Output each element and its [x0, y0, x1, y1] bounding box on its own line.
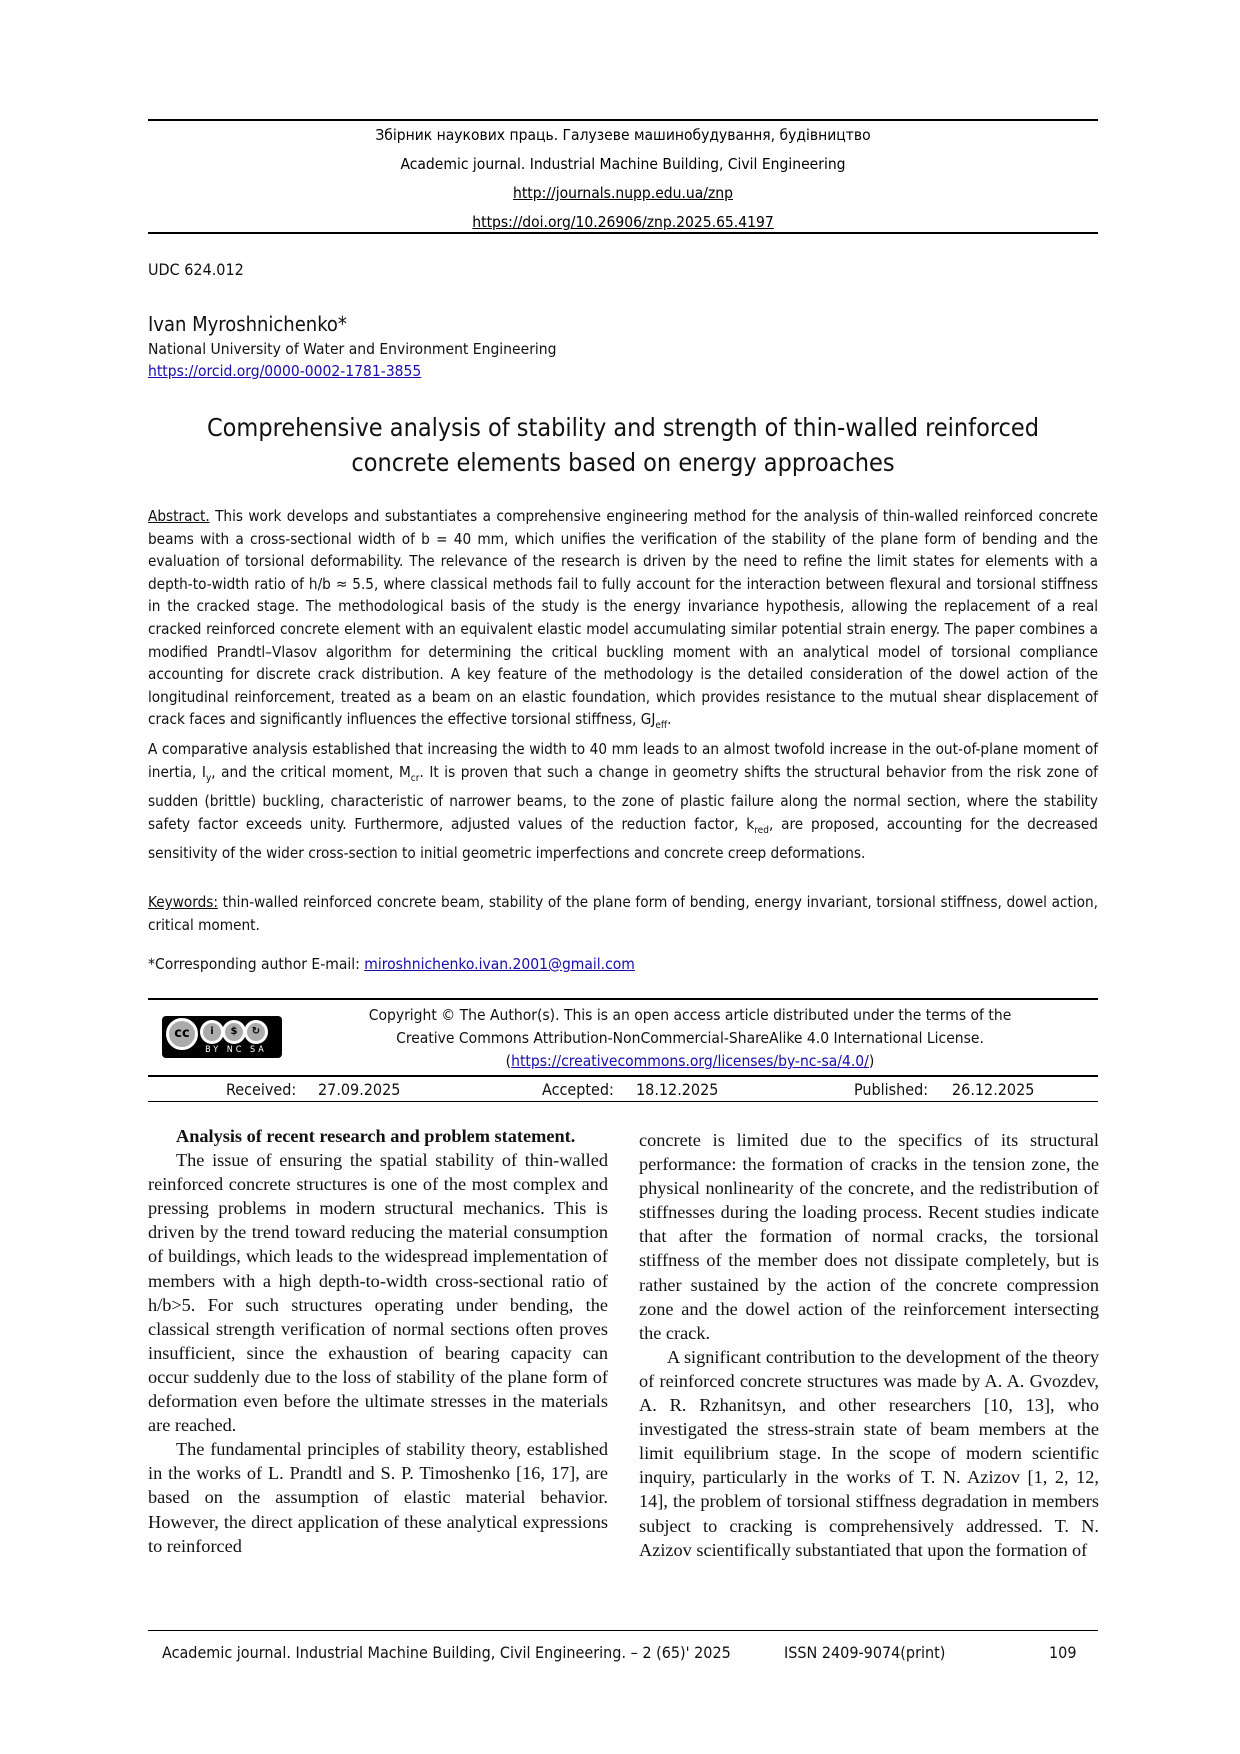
corresponding-label: *Corresponding author E-mail: [148, 955, 365, 973]
dates-top-rule [148, 1075, 1098, 1077]
left-column [148, 1124, 608, 1558]
abstract-text-1: This work develops and substantiates a comprehensive engineering method for the analysis of thin-walled reinforced concrete beams with a cross-sectional width of b = 40 mm, which unifies the verification of the stability of the plane form of bending and the evaluation of torsional deformability. The relevance of the research is driven by the need to refine the limit states for elements with a depth-to-width ratio of h/b ≈ 5.5, where classical methods fail to fully account for the interaction between flexural and torsional stiffness in the cracked stage. The methodological basis of the study is the energy invariance hypothesis, allowing the replacement of a real cracked reinforced concrete element with an equivalent elastic model accumulating similar potential strain energy. The paper combines a modified Prandtl–Vlasov algorithm for determining the critical buckling moment with an analytical model of torsional compliance accounting for discrete crack distribution. A key feature of the methodology is the detailed consideration of the dowel action of the longitudinal reinforcement, treated as a beam on an elastic foundation, which provides resistance to the mutual shear displacement of crack faces and significantly influences the effective torsional stiffness, GJ [148, 507, 1098, 729]
subscript-eff: eff [655, 720, 668, 732]
abstract-label: Abstract. [148, 507, 210, 525]
by-icon: i [200, 1020, 224, 1044]
body-paragraph: The fundamental principles of stability theory, established in the works of L. Prandtl and S. P. Timoshenko [16, 17], are based on the assumption of elastic material behavior. However, the direct application of these analytical expressions to reinforced [148, 1439, 608, 1556]
cc-license-badge[interactable] [162, 1016, 282, 1058]
abstract-text-2d: , are proposed, accounting for the decreased sensitivity of the wider cross-section to initial geometric imperfections and concrete creep deformations. [148, 814, 1098, 863]
header-bottom-rule [148, 232, 1098, 234]
license-paren-close: ) [868, 1052, 875, 1070]
license-line-1: Copyright © The Author(s). This is an open access article distributed under the terms of the [368, 1006, 1012, 1024]
abstract-paragraph-2 [148, 738, 1098, 865]
doi-link[interactable]: https://doi.org/10.26906/znp.2025.65.4197 [472, 213, 774, 231]
footer-journal: Academic journal. Industrial Machine Building, Civil Engineering. – 2 (65)' 2025 [162, 1643, 731, 1662]
dates-bottom-rule [148, 1101, 1098, 1102]
journal-title-en: Academic journal. Industrial Machine Building, Civil Engineering [400, 155, 846, 173]
cc-badge-text: BY NC SA [205, 1045, 267, 1055]
orcid-link[interactable]: https://orcid.org/0000-0002-1781-3855 [148, 362, 422, 380]
author-name: Ivan Myroshnichenko* [148, 312, 347, 336]
paper-title [148, 410, 1098, 480]
email-link[interactable]: miroshnichenko.ivan.2001@gmail.com [364, 955, 635, 973]
subscript-cr: cr [410, 772, 420, 784]
subscript-red: red [754, 824, 769, 836]
license-link[interactable]: https://creativecommons.org/licenses/by-nc-sa/4.0/ [511, 1052, 869, 1070]
license-top-rule [148, 998, 1098, 1000]
abstract [148, 505, 1098, 865]
author-affiliation: National University of Water and Environment Engineering [148, 340, 557, 358]
journal-url-link[interactable]: http://journals.nupp.edu.ua/znp [513, 184, 733, 202]
body-paragraph: A significant contribution to the development of the theory of reinforced concrete structures was made by A. A. Gvozdev, A. R. Rzhanitsyn, and other researchers [10, 13], who investigated the stress-strain state of beam members at the limit equilibrium stage. In the scope of modern scientific inquiry, particularly in the works of T. N. Azizov [1, 2, 12, 14], the problem of torsional stiffness degradation in members subject to cracking is comprehensively addressed. T. N. Azizov scientifically substantiated that upon the formation of [639, 1346, 1099, 1560]
subscript-y: y [205, 772, 212, 784]
abstract-text-1-end: . [667, 710, 672, 729]
footer-rule [148, 1630, 1098, 1631]
abstract-text-2c: . It is proven that such a change in geometry shifts the structural behavior from the risk zone of sudden (brittle) buckling, characteristic of narrower beams, to the zone of plastic failure along the normal section, where the stability safety factor exceeds unity. Furthermore, adjusted values of the reduction factor, k [148, 762, 1098, 833]
license-line-2: Creative Commons Attribution-NonCommercial-ShareAlike 4.0 International License. [396, 1029, 984, 1047]
journal-title-ua: Збірник наукових праць. Галузеве машинобудування, будівництво [375, 126, 871, 144]
body-paragraph: The issue of ensuring the spatial stability of thin-walled reinforced concrete structures is one of the most complex and pressing problems in modern structural mechanics. This is driven by the trend toward reducing the material consumption of buildings, which leads to the widespread implementation of members with a high depth-to-width cross-sectional ratio of h/b>5. For such structures operating under bending, the classical strength verification of normal sections often proves insufficient, since the exhaustion of bearing capacity can occur suddenly due to the loss of stability of the plane form of deformation even before the ultimate stresses in the materials are reached. [148, 1150, 608, 1436]
footer-issn: ISSN 2409-9074(print) [784, 1643, 946, 1662]
keywords-text: thin-walled reinforced concrete beam, stability of the plane form of bending, energy invariant, torsional stiffness, dowel action, critical moment. [148, 893, 1098, 934]
received-date: 27.09.2025 [318, 1080, 401, 1099]
title-line-1: Comprehensive analysis of stability and strength of thin-walled reinforced [206, 413, 1040, 442]
sa-icon: ↻ [244, 1020, 268, 1044]
published-date: 26.12.2025 [952, 1080, 1035, 1099]
accepted-label: Accepted: [542, 1080, 614, 1099]
right-column [639, 1128, 1099, 1562]
abstract-text-2a: A comparative analysis established that increasing the width to 40 mm leads to an almost twofold increase in the out-of-plane moment of inertia, I [148, 739, 1098, 781]
license-text [290, 1004, 1090, 1073]
section-heading: Analysis of recent research and problem statement. [176, 1126, 576, 1146]
nc-icon: $ [222, 1020, 246, 1044]
keywords [148, 891, 1098, 936]
page-number: 109 [1049, 1643, 1077, 1662]
abstract-text-2b: , and the critical moment, M [211, 762, 411, 781]
accepted-date: 18.12.2025 [636, 1080, 719, 1099]
published-label: Published: [854, 1080, 929, 1099]
keywords-label: Keywords: [148, 893, 218, 911]
title-line-2: concrete elements based on energy approaches [351, 448, 895, 477]
journal-header [148, 121, 1098, 237]
body-paragraph: concrete is limited due to the specifics of its structural performance: the formation of cracks in the tension zone, the physical nonlinearity of the concrete, and the redistribution of stiffnesses during the loading process. Recent studies indicate that after the formation of normal cracks, the torsional stiffness of the member does not dissipate completely, but is rather sustained by the action of the concrete compression zone and the dowel action of the reinforcement intersecting the crack. [639, 1130, 1099, 1343]
received-label: Received: [226, 1080, 297, 1099]
abstract-paragraph-1 [148, 505, 1098, 738]
corresponding-author [148, 955, 635, 973]
cc-icon: cc [166, 1018, 198, 1050]
udc-code: UDC 624.012 [148, 260, 244, 279]
license-paren-open: ( [505, 1052, 512, 1070]
